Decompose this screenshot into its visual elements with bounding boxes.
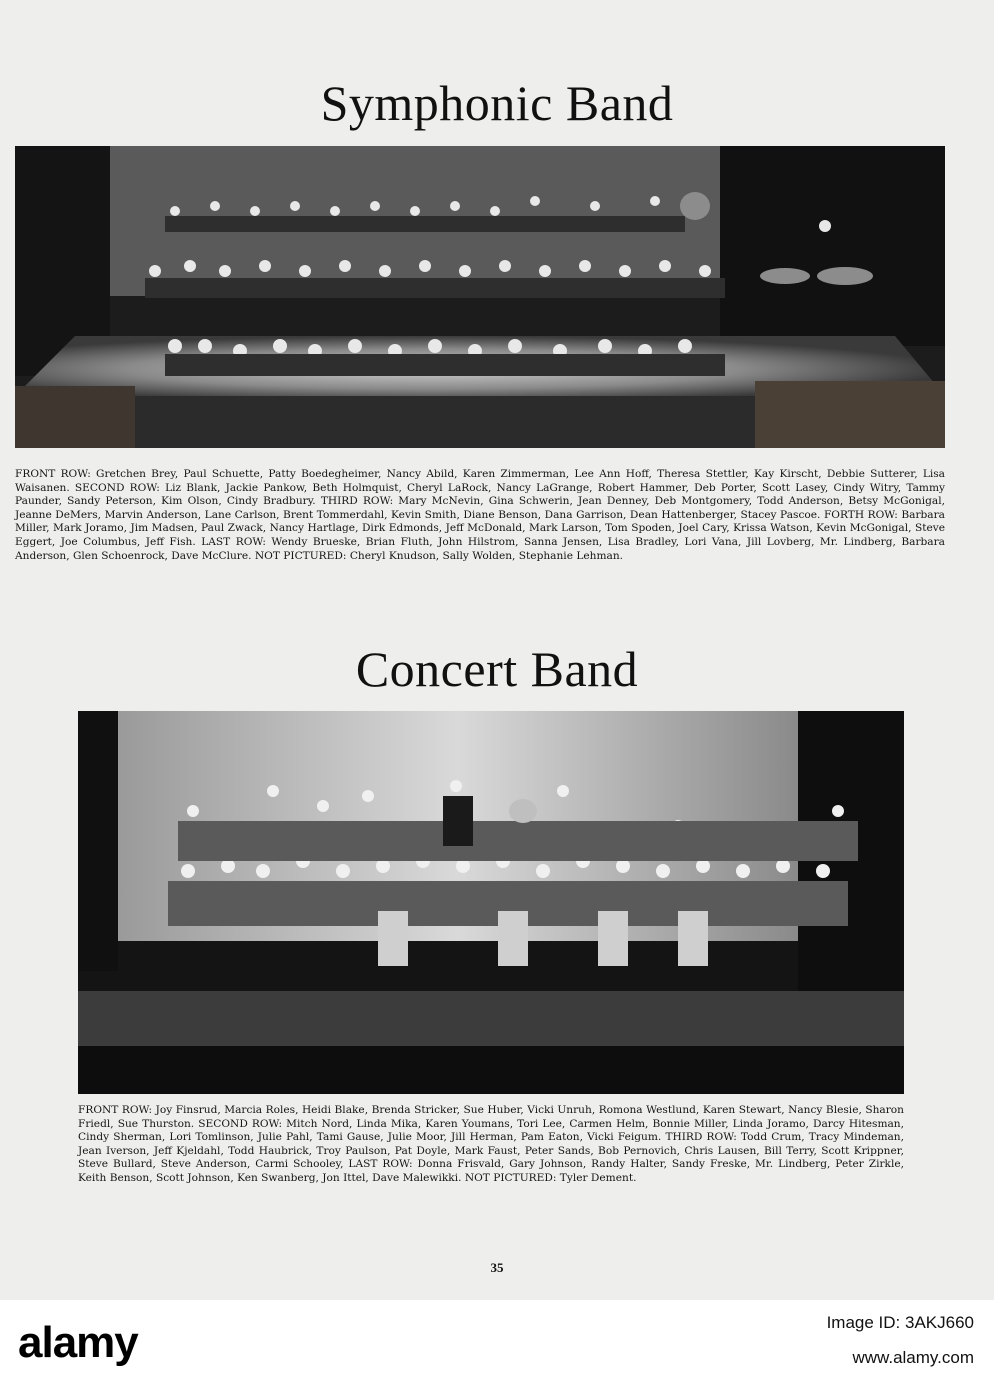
source-url-label: www.alamy.com	[852, 1348, 974, 1367]
symphonic-band-title: Symphonic Band	[320, 75, 674, 131]
page-number: 35	[490, 1260, 504, 1275]
symphonic-band-photo	[15, 146, 945, 448]
concert-band-title: Concert Band	[355, 641, 639, 697]
image-id-label: Image ID: 3AKJ660	[826, 1313, 974, 1332]
symphonic-band-caption: FRONT ROW: Gretchen Brey, Paul Schuette, Patty Boedegheimer, Nancy Abild, Karen Zimmerman, Lee Ann Hoff, Theresa Stettler, Kay Kirscht, Debbie Sutterer, Lisa Waisanen. SECOND ROW: Liz Blank, Jackie Pankow, Beth Holmquist, Cheryl LaRock, Nancy LaGrange, Robert Hammer, Deb Porter, Scott Lasey, Cindy Witry, Tammy Paunder, Sandy Peterson, Kim Olson, Cindy Bradbury. THIRD ROW: Mary McNevin, Gina Schwerin, Jean Denney, Deb Montgomery, Todd Anderson, Betsy McGonigal, Jeanne DeMers, Marvin Anderson, Lane Carlson, Brent Tommerdahl, Kevin Smith, Diane Benson, Dana Garrison, Dean Hattenberger, Stacey Pascoe. FORTH ROW: Barbara Miller, Mark Joramo, Jim Madsen, Paul Zwack, Nancy Hartlage, Dirk Edmonds, Jeff McDonald, Mark Larson, Tom Spoden, Joel Cary, Krissa Watson, Kevin McGonigal, Steve Eggert, Joe Columbus, Jeff Fish. LAST ROW: Wendy Brueske, Brian Fluth, John Hilstrom, Sanna Jensen, Lisa Bradley, Lori Vana, Jill Lovberg, Mr. Lindberg, Barbara Anderson, Glen Schoenrock, Dave McClure. NOT PICTURED: Cheryl Knudson, Sally Wolden, Stephanie Lehman.	[15, 468, 945, 562]
alamy-logo: alamy	[18, 1318, 138, 1367]
concert-band-caption: FRONT ROW: Joy Finsrud, Marcia Roles, Heidi Blake, Brenda Stricker, Sue Huber, Vicki Unruh, Romona Westlund, Karen Stewart, Nancy Blesie, Sharon Friedl, Sue Thurston. SECOND ROW: Mitch Nord, Linda Mika, Karen Youmans, Tori Lee, Carmen Helm, Bonnie Miller, Linda Joramo, Darcy Hitesman, Cindy Sherman, Lori Tomlinson, Julie Pahl, Tami Gause, Julie Moor, Jill Herman, Pam Eaton, Vicki Feigum. THIRD ROW: Todd Crum, Tracy Mindeman, Jean Iverson, Jeff Kjeldahl, Todd Haubrick, Troy Paulson, Pat Doyle, Mark Faust, Peter Sands, Bob Pernovich, Chris Lausen, Bill Terry, Scott Krippner, Steve Bullard, Steve Anderson, Carmi Schooley, LAST ROW: Donna Frisvald, Gary Johnson, Randy Halter, Sandy Freske, Mr. Lindberg, Peter Zirkle, Keith Benson, Scott Johnson, Ken Swanberg, Jon Ittel, Dave Malewikki. NOT PICTURED: Tyler Dement.	[78, 1104, 904, 1184]
concert-band-photo	[78, 711, 904, 1094]
